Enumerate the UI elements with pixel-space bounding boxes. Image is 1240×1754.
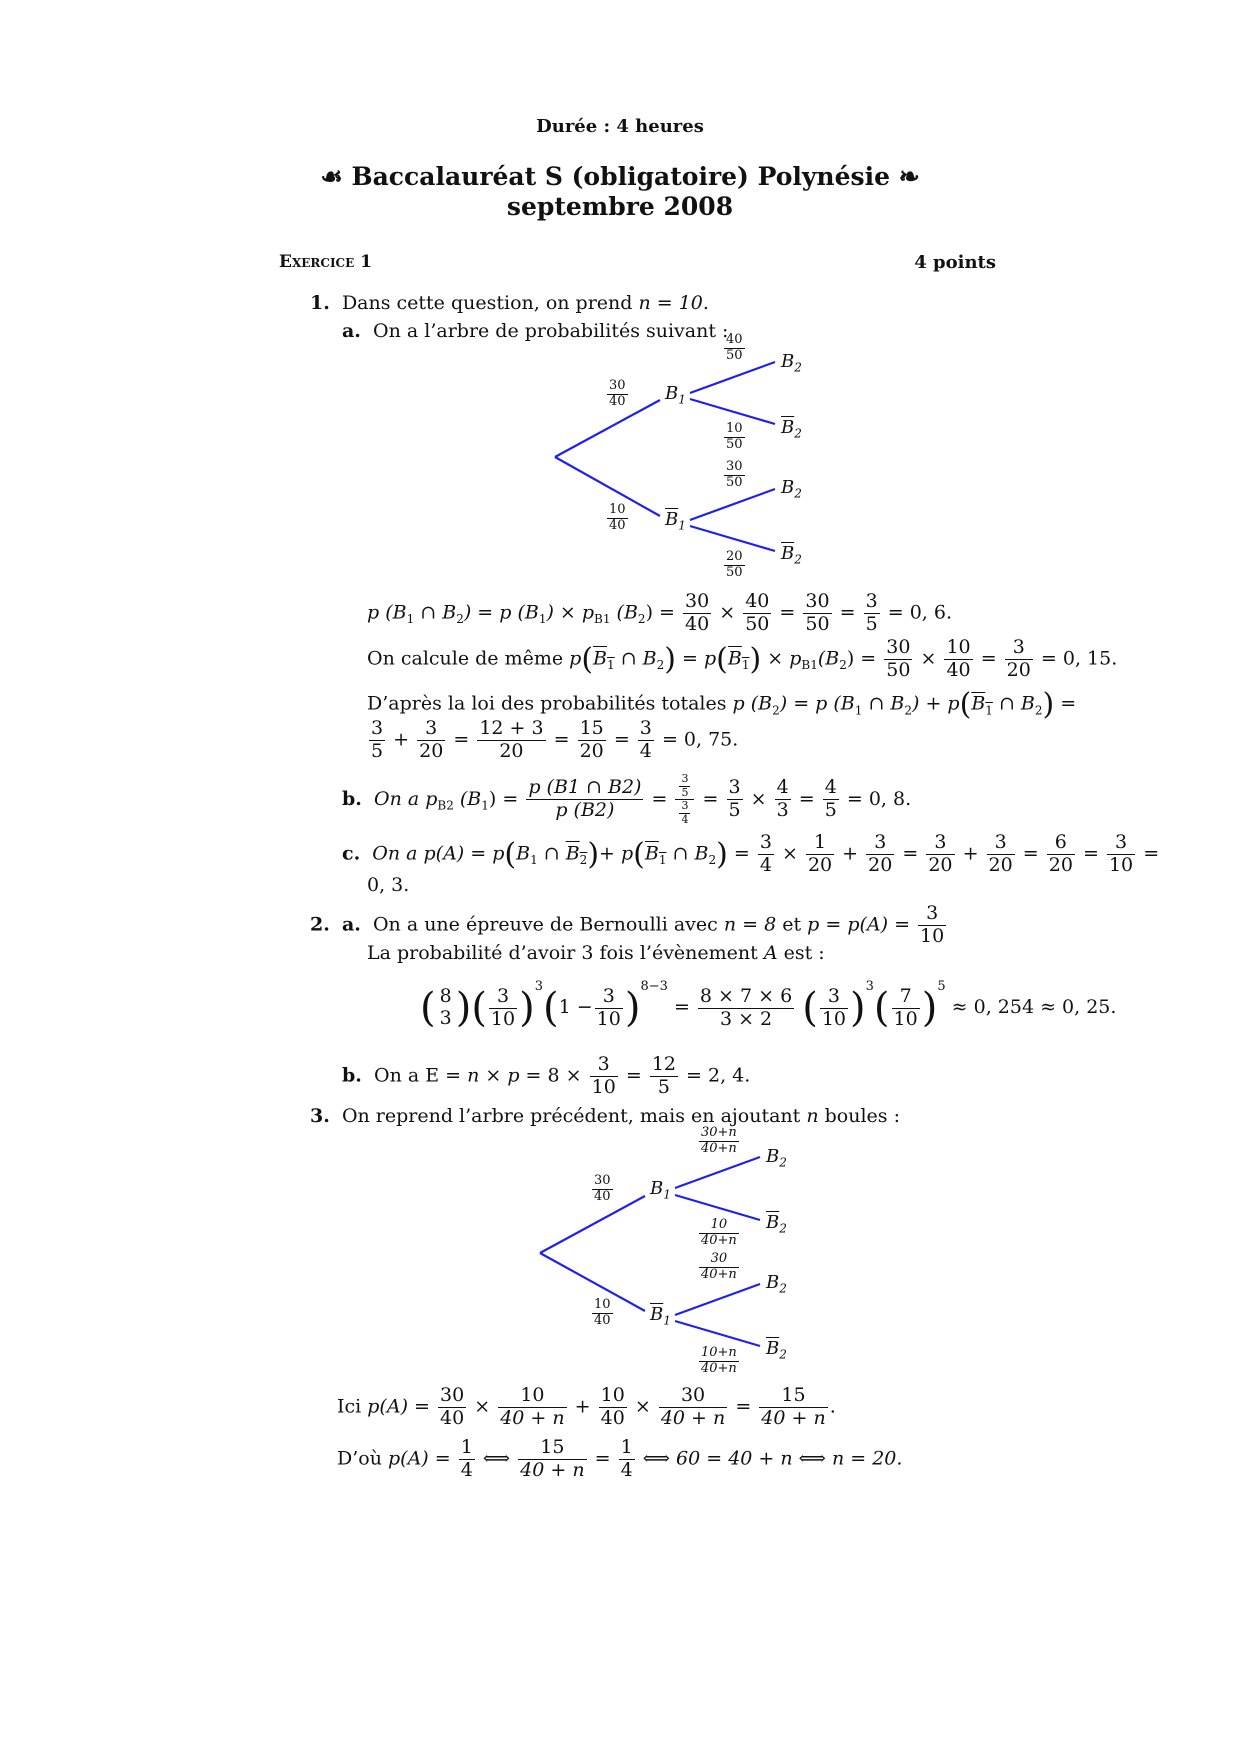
- q2a-line2: La probabilité d’avoir 3 fois l’évènement A est :: [367, 942, 825, 964]
- q3-intro: 3. On reprend l’arbre précédent, mais en ajoutant n boules :: [310, 1105, 900, 1127]
- q1-text: Dans cette question, on prend: [341, 292, 633, 314]
- tree2-branch-nb1-b2: [675, 1284, 760, 1315]
- q1-number: 1.: [310, 292, 330, 314]
- q2b-line: b. On a E = n × p = 8 × $\frac{3}{10}$ = $\frac{12}{5}$ = 2, 4.: [342, 1053, 751, 1098]
- tree2-node-nb2-top: $\overline{B}_2$: [766, 1212, 787, 1236]
- tree1-prob-b1-nb2: $\frac{10}{50}$: [726, 421, 743, 452]
- tree1-prob-nb1: $\frac{10}{40}$: [609, 502, 626, 533]
- tree2-prob-nb1-nb2: $\frac{10+n}{40+n}$: [701, 1345, 737, 1376]
- tree2-prob-b1: $\frac{30}{40}$: [594, 1173, 611, 1204]
- tree1-node-nb2-top: $\overline{B}_2$: [781, 417, 802, 441]
- q1a-label: a.: [342, 320, 361, 342]
- tree2-prob-nb1-b2: $\frac{30}{40+n}$: [701, 1251, 737, 1282]
- tree1-prob-nb1-b2: $\frac{30}{50}$: [726, 459, 743, 490]
- tree1-node-nb1: $\overline{B}_1$: [665, 509, 686, 533]
- duration: Durée : 4 heures: [536, 116, 704, 137]
- tree2-branch-b1-b2: [675, 1157, 760, 1188]
- tree1-prob-nb1-nb2: $\frac{20}{50}$: [726, 549, 743, 580]
- tree2-branch-nb1-nb2: [675, 1321, 760, 1346]
- tree1-node-b1: $B_1$: [665, 383, 686, 407]
- q1c-line: c. On a $p(A) = p(B_1$ ∩ $\overline{B}_2)+ p(\overline{B}_1$ ∩ $B_2$) = $\frac{3}{4}$ × $\frac{1}{20}$ + $\frac{3}{20}$ = $\frac{3}{20}$ + $\frac{3}{20}$ = $\frac{6}{20}$ = $\frac{3}{10}$ =: [342, 831, 1160, 876]
- ornament-right-icon: ❧: [898, 162, 920, 191]
- ornament-left-icon: ☙: [320, 162, 343, 191]
- tree1-prob-b1: $\frac{30}{40}$: [609, 378, 626, 409]
- q1b-line: b. On a $p_{B2}$ $(B_1)$ = $\frac{p (B1 \cap B2)}{p (B2)}$ = $\frac{\frac{3}{5}}{\frac{3}{4}}$ = $\frac{3}{5}$ × $\frac{4}{3}$ = $\frac{4}{5}$ = 0, 8.: [342, 772, 912, 826]
- q3-dou-line: D’où p(A) = $\frac{1}{4}$ ⟺ $\frac{15}{40 + n}$ = $\frac{1}{4}$ ⟺ 60 = 40 + n ⟺ n = 20.: [337, 1436, 903, 1481]
- q1a-total-line: D’après la loi des probabilités totales p $(B_2) = p$ ($B_1$ ∩ $B_2) + p(\overline{B}_1$ ∩ $B_2$) =: [367, 687, 1077, 722]
- tree1-node-b2-top: $B_2$: [781, 351, 802, 375]
- q1a-result-line: p ($B_1$ ∩ $B_2) = p$ $(B_1) \times p_{B1}$ $(B_2)$ = $\frac{30}{40}$ × $\frac{40}{50}$ = $\frac{30}{50}$ = $\frac{3}{5}$ = 0, 6.: [367, 590, 952, 635]
- tree2-node-b2-bottom: $B_2$: [766, 1272, 787, 1296]
- tree2-prob-b1-nb2: $\frac{10}{40+n}$: [701, 1217, 737, 1248]
- q1a-calc-line: On calcule de même $p(\overline{B}_1$ ∩ $B_2) = p(\overline{B}_1) \times p_{B1}(B_2)$ = $\frac{30}{50}$ × $\frac{10}{40}$ = $\frac{3}{20}$ = 0, 15.: [367, 636, 1118, 681]
- q1c-end: 0, 3.: [367, 874, 410, 896]
- page-subtitle: septembre 2008: [506, 192, 734, 221]
- exercise-points: 4 points: [914, 252, 996, 273]
- q3-ici-line: Ici p(A) = $\frac{30}{40}$ × $\frac{10}{40 + n}$ + $\frac{10}{40}$ × $\frac{30}{40 + n}$ = $\frac{15}{40 + n}$ .: [337, 1384, 836, 1429]
- title-line1: Baccalauréat S (obligatoire) Polynésie: [351, 162, 890, 191]
- tree2-node-b2-top: $B_2$: [766, 1146, 787, 1170]
- q2a-formula: ( 8 3 )( $\frac{3}{10}$ )$^3$(1 − $\frac{3}{10}$ )$^{8-3}$ = $\frac{8 \times 7 \times 6}{3 \times 2}$ ( $\frac{3}{10}$ )$^3$( $\frac{7}{10}$ )$^5$ ≈ 0, 254 ≈ 0, 25.: [420, 979, 1117, 1031]
- q1a-total-line2: $\frac{3}{5}$ + $\frac{3}{20}$ = $\frac{12 + 3}{20}$ = $\frac{15}{20}$ = $\frac{3}{4}$ = 0, 75.: [371, 717, 739, 762]
- q1-n: n = 10.: [638, 292, 709, 314]
- q2a-line: 2. a. On a une épreuve de Bernoulli avec n = 8 et p = p(A) = $\frac{3}{10}$: [310, 902, 945, 947]
- tree2-node-b1: $B_1$: [650, 1178, 671, 1202]
- tree2-node-nb1: $\overline{B}_1$: [650, 1304, 671, 1328]
- tree1-node-b2-bottom: $B_2$: [781, 477, 802, 501]
- exercise-label: Exercice 1: [279, 252, 372, 272]
- tree2-prob-nb1: $\frac{10}{40}$: [594, 1297, 611, 1328]
- tree2-prob-b1-b2: $\frac{30+n}{40+n}$: [701, 1125, 737, 1156]
- q1a-text: On a l’arbre de probabilités suivant :: [373, 320, 729, 342]
- tree1-node-nb2-bottom: $\overline{B}_2$: [781, 543, 802, 567]
- tree2-node-nb2-bottom: $\overline{B}_2$: [766, 1338, 787, 1362]
- tree1-prob-b1-b2: $\frac{40}{50}$: [726, 332, 743, 363]
